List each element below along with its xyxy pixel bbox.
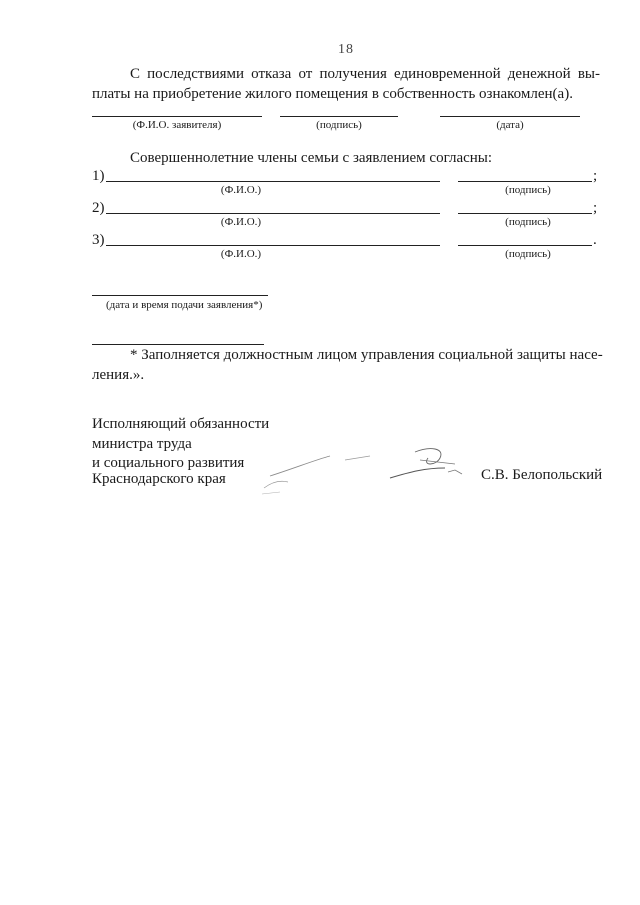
family-member-end-mark: .	[593, 232, 597, 248]
family-member-fio-line	[106, 181, 440, 182]
consequences-text-line2: платы на приобретение жилого помещения в собственность ознакомлен(а).	[92, 86, 573, 102]
signatory-title-line: Краснодарского края	[92, 471, 226, 487]
submission-datetime-line	[92, 295, 268, 296]
family-member-number: 3)	[92, 232, 105, 248]
footnote-line1: * Заполняется должностным лицом управления социальной защиты насе-	[130, 347, 603, 363]
applicant-signature-caption: (подпись)	[316, 119, 362, 131]
signatory-name: С.В. Белопольский	[481, 467, 603, 483]
signatory-title-line: министра труда	[92, 436, 192, 452]
family-member-end-mark: ;	[593, 200, 598, 216]
applicant-fio-caption: (Ф.И.О. заявителя)	[132, 119, 222, 131]
family-member-fio-caption: (Ф.И.О.)	[220, 248, 262, 260]
family-member-signature-caption: (подпись)	[505, 184, 551, 196]
family-member-fio-caption: (Ф.И.О.)	[220, 184, 262, 196]
submission-datetime-caption: (дата и время подачи заявления*)	[106, 299, 263, 311]
family-member-signature-line	[458, 213, 592, 214]
signatory-title-line: Исполняющий обязанности	[92, 416, 270, 432]
family-member-number: 2)	[92, 200, 105, 216]
family-member-fio-caption: (Ф.И.О.)	[220, 216, 262, 228]
applicant-date-line	[440, 116, 580, 117]
consequences-text-line1: С последствиями отказа от получения единовременной денежной вы-	[130, 66, 600, 82]
family-member-signature-line	[458, 245, 592, 246]
family-member-signature-caption: (подпись)	[505, 248, 551, 260]
family-member-signature-line	[458, 181, 592, 182]
handwritten-signature	[250, 438, 480, 508]
family-member-signature-caption: (подпись)	[505, 216, 551, 228]
family-consent-intro: Совершеннолетние члены семьи с заявлением согласны:	[130, 150, 493, 166]
page-number: 18	[338, 42, 354, 57]
family-member-fio-line	[106, 245, 440, 246]
applicant-date-caption: (дата)	[496, 119, 524, 131]
family-member-fio-line	[106, 213, 440, 214]
applicant-fio-line	[92, 116, 262, 117]
family-member-number: 1)	[92, 168, 105, 184]
signatory-title-line: и социального развития	[92, 455, 245, 471]
family-member-end-mark: ;	[593, 168, 598, 184]
applicant-signature-line	[280, 116, 398, 117]
footnote-line2: ления.».	[92, 367, 145, 383]
